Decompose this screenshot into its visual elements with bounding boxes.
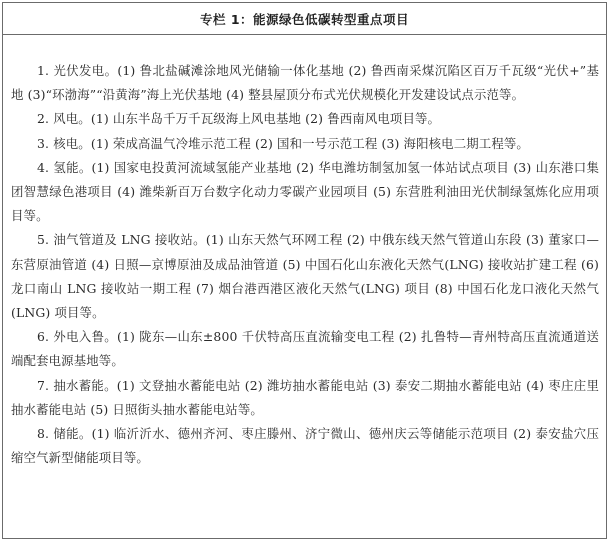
project-panel xyxy=(2,2,607,539)
panel-header xyxy=(3,3,606,35)
panel-title: 专栏 1：能源绿色低碳转型重点项目 xyxy=(199,11,410,27)
project-item-hydrogen: 4. 氢能。(1) 国家电投黄河流域氢能产业基地 (2) 华电潍坊制氢加氢一体站试点项目 (3) 山东港口集团智慧绿色港项目 (4) 潍柴新百万台数字化动力零碳产业园项目 (5) 东营胜利油田光伏制绿氢炼化应用项目等。 xyxy=(11,159,599,224)
project-item-nuclear: 3. 核电。(1) 荣成高温气冷堆示范工程 (2) 国和一号示范工程 (3) 海阳核电二期工程等。 xyxy=(37,135,529,151)
project-item-energy-storage: 8. 储能。(1) 临沂沂水、德州齐河、枣庄滕州、济宁微山、德州庆云等储能示范项目 (2) 泰安盐穴压缩空气新型储能项目等。 xyxy=(11,426,599,466)
project-item-oil-gas-lng: 5. 油气管道及 LNG 接收站。(1) 山东天然气环网工程 (2) 中俄东线天然气管道山东段 (3) 董家口—东营原油管道 (4) 日照—京博原油及成品油管道 (5) 中国石化山东液化天然气(LNG) 接收站扩建工程 (6) 龙口南山 LNG 接收站一期工程 (7) 烟台港西港区液化天然气(LNG) 项目 (8) 中国石化龙口液化天然气 (LNG) 项目等。 xyxy=(11,232,599,321)
project-item-wind: 2. 风电。(1) 山东半岛千万千瓦级海上风电基地 (2) 鲁西南风电项目等。 xyxy=(37,111,441,127)
panel-body xyxy=(3,35,606,470)
project-item-solar: 1. 光伏发电。(1) 鲁北盐碱滩涂地风光储输一体化基地 (2) 鲁西南采煤沉陷区百万千瓦级“光伏+”基地 (3)“环渤海”“沿黄海”海上光伏基地 (4) 整县屋顶分布式光伏规模化开发建设试点示范等。 xyxy=(11,63,599,103)
project-item-external-power: 6. 外电入鲁。(1) 陇东—山东±800 千伏特高压直流输变电工程 (2) 扎鲁特—青州特高压直流通道送端配套电源基地等。 xyxy=(11,329,599,369)
project-item-pumped-storage: 7. 抽水蓄能。(1) 文登抽水蓄能电站 (2) 潍坊抽水蓄能电站 (3) 泰安二期抽水蓄能电站 (4) 枣庄庄里抽水蓄能电站 (5) 日照街头抽水蓄能电站等。 xyxy=(11,377,599,417)
